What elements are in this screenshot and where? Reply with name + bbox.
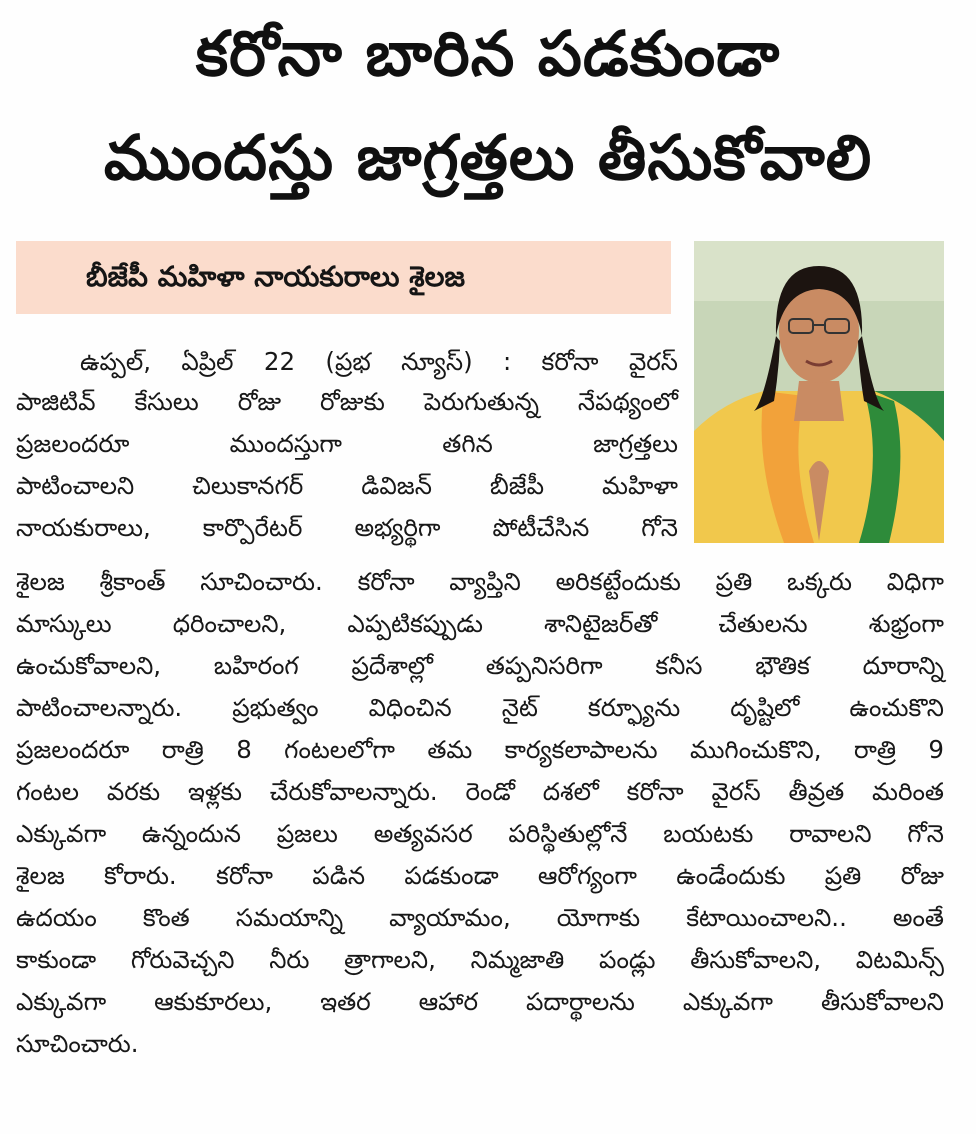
article-line: శైలజ శ్రీకాంత్ సూచించారు. కరోనా వ్యాప్తిని అరికట్టేందుకు ప్రతి ఒక్కరు విధిగా <box>16 567 944 596</box>
article-line: ఉదయం కొంత సమయాన్ని వ్యాయామం, యోగాకు కేటాయించాలని.. అంతే <box>16 903 944 932</box>
article-line: గంటల వరకు ఇళ్లకు చేరుకోవాలన్నారు. రెండో దశలో కరోనా వైరస్ తీవ్రత మరింత <box>16 777 944 806</box>
subheadline-banner <box>16 241 671 314</box>
article-line: శైలజ కోరారు. కరోనా పడిన పడకుండా ఆరోగ్యంగా ఉండేందుకు ప్రతి రోజు <box>16 861 944 890</box>
article-line: పాటించాలని చిలుకానగర్ డివిజన్ బీజేపీ మహిళా <box>16 471 678 500</box>
article-dateline: ఉప్పల్, ఏప్రిల్ 22 (ప్రభ న్యూస్) : కరోనా వైరస్ <box>80 347 678 376</box>
article-line: పాటించాలన్నారు. ప్రభుత్వం విధించిన నైట్ కర్ఫ్యూను దృష్టిలో ఉంచుకొని <box>16 693 944 722</box>
article-line: కాకుండా గోరువెచ్చని నీరు త్రాగాలని, నిమ్మజాతి పండ్లు తీసుకోవాలని, విటమిన్స్ <box>16 945 944 974</box>
headline-line-2: ముందస్తు జాగ్రత్తలు తీసుకోవాలి <box>103 121 873 194</box>
article-line: ఎక్కువగా ఉన్నందున ప్రజలు అత్యవసర పరిస్థితుల్లోనే బయటకు రావాలని గోనె <box>16 819 944 848</box>
leader-photo <box>694 241 944 543</box>
subheadline: బీజేపీ మహిళా నాయకురాలు శైలజ <box>86 260 465 293</box>
article-line: ఎక్కువగా ఆకుకూరలు, ఇతర ఆహార పదార్థాలను ఎక్కువగా తీసుకోవాలని <box>16 987 944 1016</box>
article-line: ప్రజలందరూ ముందస్తుగా తగిన జాగ్రత్తలు <box>16 429 678 458</box>
headline-line-1: కరోనా బారిన పడకుండా <box>195 17 781 90</box>
portrait-image <box>694 241 944 543</box>
article-line: ఉంచుకోవాలని, బహిరంగ ప్రదేశాల్లో తప్పనిసరిగా కనీస భౌతిక దూరాన్ని <box>16 651 944 680</box>
article-line: నాయకురాలు, కార్పొరేటర్ అభ్యర్థిగా పోటీచేసిన గోనె <box>16 513 678 542</box>
article-line: ప్రజలందరూ రాత్రి 8 గంటలలోగా తమ కార్యకలాపాలను ముగించుకొని, రాత్రి 9 <box>16 735 944 764</box>
article-line: పాజిటివ్ కేసులు రోజు రోజుకు పెరుగుతున్న నేపథ్యంలో <box>16 387 678 416</box>
article-line: మాస్కులు ధరించాలని, ఎప్పటికప్పుడు శానిటైజర్‌తో చేతులను శుభ్రంగా <box>16 609 944 638</box>
article-line: సూచించారు. <box>16 1029 139 1058</box>
